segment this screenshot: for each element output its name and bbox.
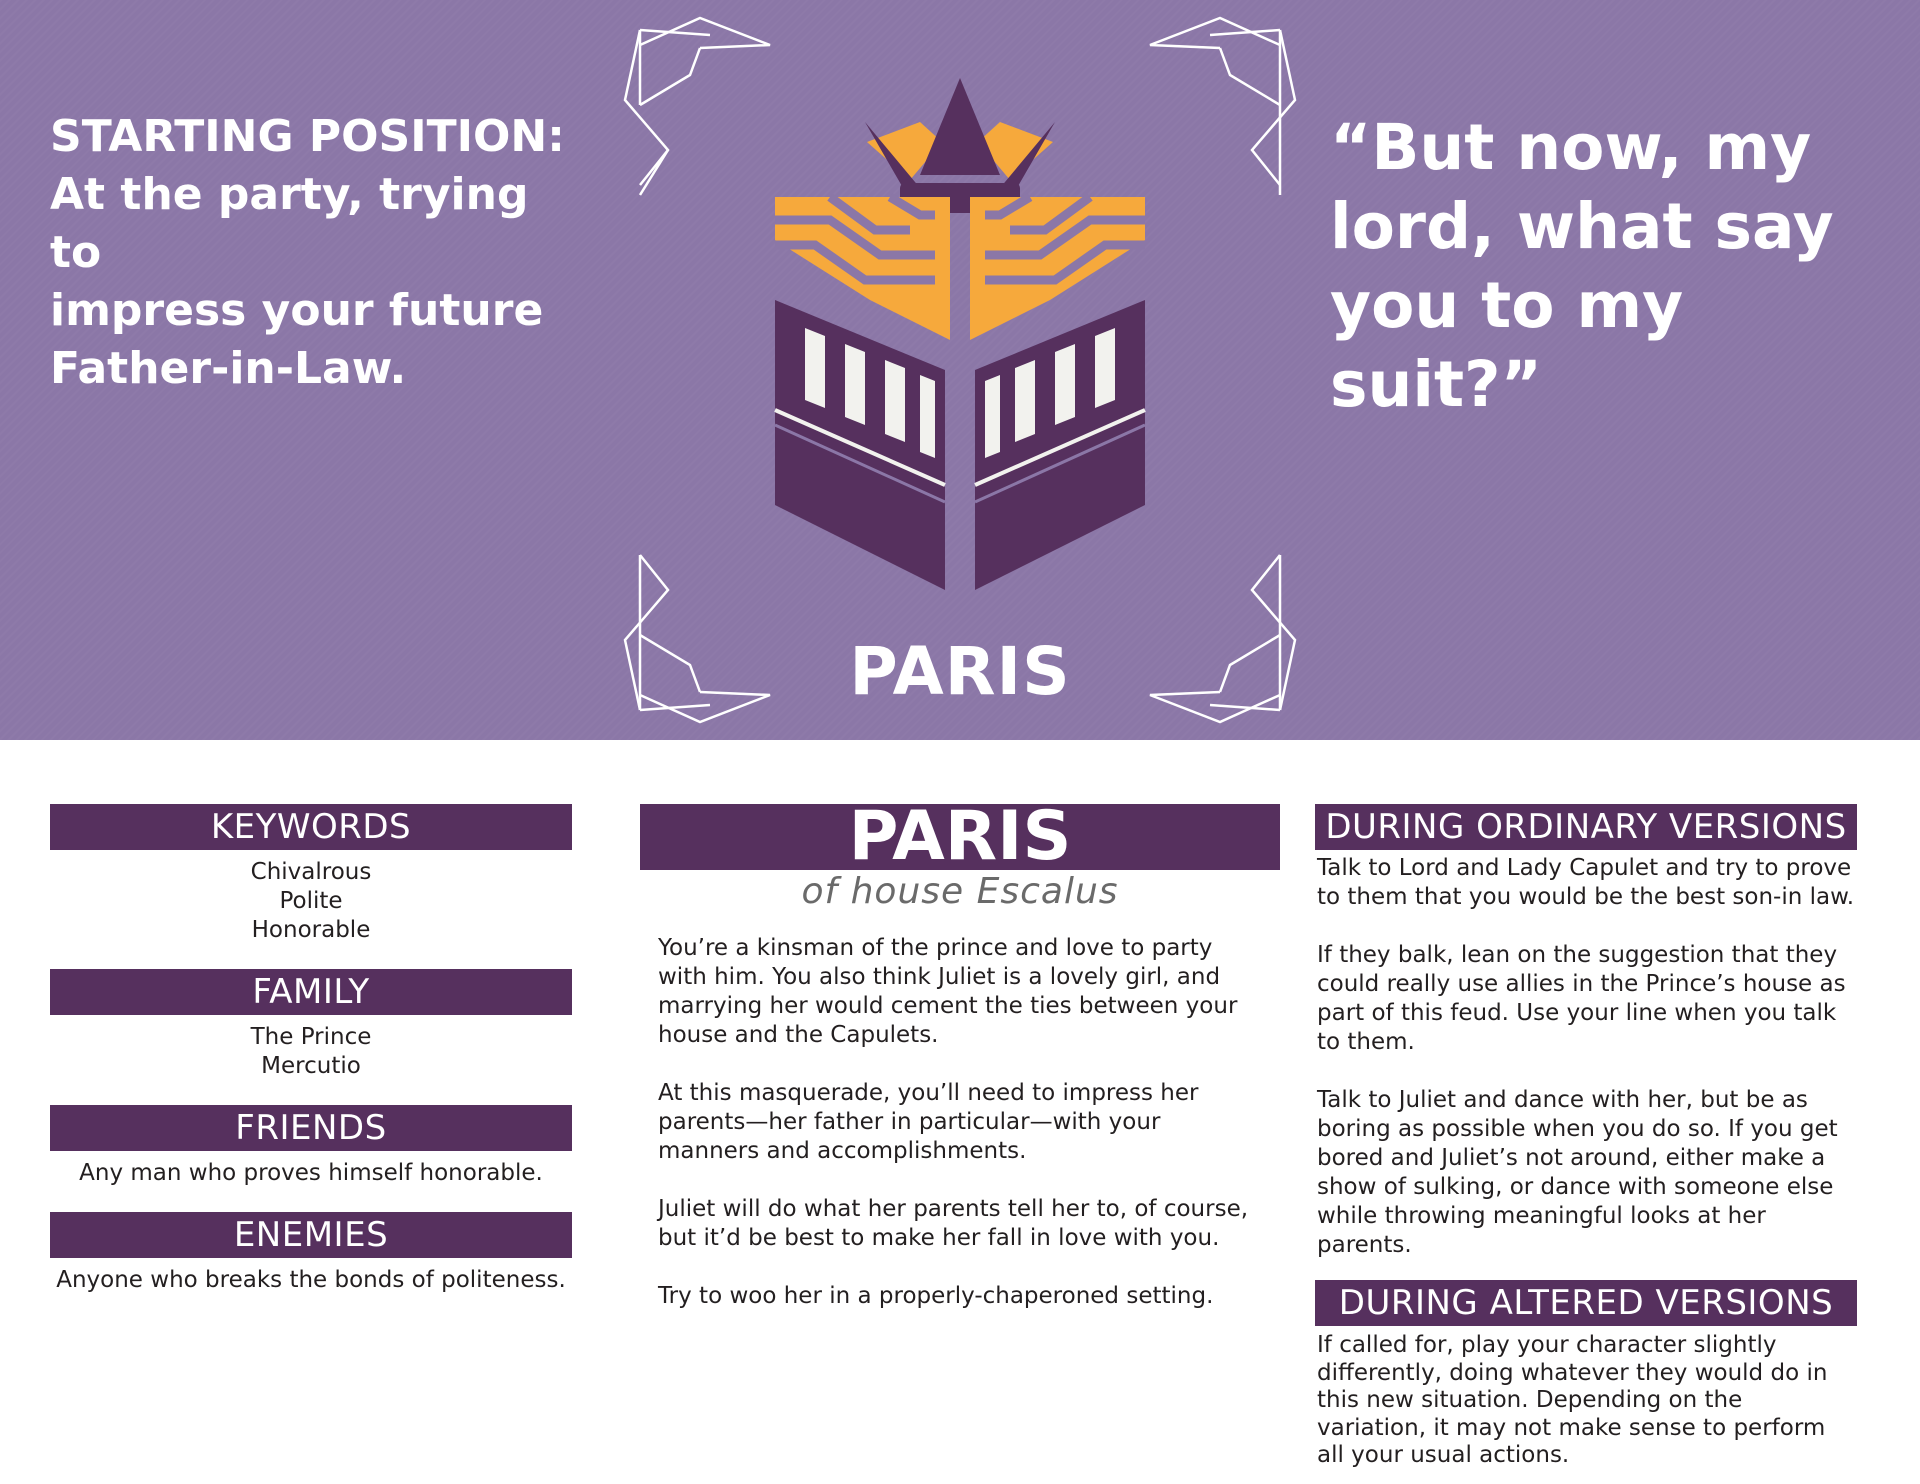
- right-column: [1315, 804, 1857, 1470]
- description-paragraph: You’re a kinsman of the prince and love to party with him. You also think Juliet is a lovely girl, and marrying her would cement the ties between your house and the Capulets.: [658, 935, 1238, 1048]
- keywords-header: KEYWORDS: [50, 804, 572, 850]
- friends-header: FRIENDS: [50, 1105, 572, 1151]
- banner-character-name: PARIS: [849, 633, 1071, 710]
- altered-versions-body: [1315, 1326, 1857, 1470]
- starting-position-line: impress your future: [50, 285, 544, 336]
- quote-line: lord, what say: [1330, 190, 1834, 263]
- character-quote: [1330, 108, 1920, 424]
- crown-book-crest-icon: [770, 70, 1150, 600]
- starting-position-line: At the party, trying to: [50, 169, 529, 278]
- starting-position-label: STARTING POSITION:: [50, 111, 565, 162]
- character-banner: [0, 0, 1920, 740]
- description-paragraph: Juliet will do what her parents tell her to, of course, but it’d be best to make her fall in love with you.: [658, 1196, 1249, 1251]
- ordinary-versions-header: DURING ORDINARY VERSIONS: [1315, 804, 1857, 850]
- quote-line: suit?”: [1330, 348, 1543, 421]
- left-column: [50, 804, 572, 1295]
- ordinary-paragraph: If they balk, lean on the suggestion that they could really use allies in the Prince’s house as part of this feud. Use your line when you talk to them.: [1317, 942, 1846, 1055]
- house-subtitle: of house Escalus: [801, 871, 1119, 912]
- altered-versions-header: DURING ALTERED VERSIONS: [1315, 1280, 1857, 1326]
- friends-item: Any man who proves himself honorable.: [79, 1160, 543, 1186]
- friends-list: [50, 1151, 572, 1188]
- family-header: FAMILY: [50, 969, 572, 1015]
- enemies-list: [50, 1258, 572, 1295]
- family-item: Mercutio: [261, 1053, 361, 1079]
- ordinary-paragraph: Talk to Lord and Lady Capulet and try to prove to them that you would be the best son-in law.: [1317, 855, 1855, 910]
- enemies-item: Anyone who breaks the bonds of politeness.: [56, 1267, 566, 1293]
- description-paragraph: At this masquerade, you’ll need to impress her parents—her father in particular—with your manners and accomplishments.: [658, 1080, 1199, 1164]
- family-list: [50, 1015, 572, 1081]
- middle-column: [640, 797, 1280, 1340]
- starting-position: [50, 108, 570, 398]
- keyword-item: Polite: [279, 888, 343, 914]
- altered-paragraph: If called for, play your character slightly differently, doing whatever they would do in this new situation. Depending on the variation, it may not make sense to perform all your usual actions.: [1317, 1332, 1828, 1468]
- description-paragraph: Try to woo her in a properly-chaperoned setting.: [658, 1283, 1214, 1309]
- quote-line: you to my: [1330, 269, 1684, 342]
- keyword-item: Honorable: [251, 917, 371, 943]
- starting-position-line: Father-in-Law.: [50, 343, 407, 394]
- character-title: PARIS: [640, 804, 1280, 870]
- keywords-list: [50, 850, 572, 945]
- enemies-header: ENEMIES: [50, 1212, 572, 1258]
- ordinary-paragraph: Talk to Juliet and dance with her, but be as boring as possible when you do so. If you get bored and Juliet’s not around, either make a show of sulking, or dance with someone else while throwing meaningful looks at her parents.: [1317, 1087, 1838, 1258]
- character-description: [640, 934, 1280, 1311]
- family-item: The Prince: [250, 1024, 372, 1050]
- keyword-item: Chivalrous: [250, 859, 372, 885]
- ordinary-versions-body: [1315, 850, 1857, 1260]
- quote-line: “But now, my: [1330, 111, 1812, 184]
